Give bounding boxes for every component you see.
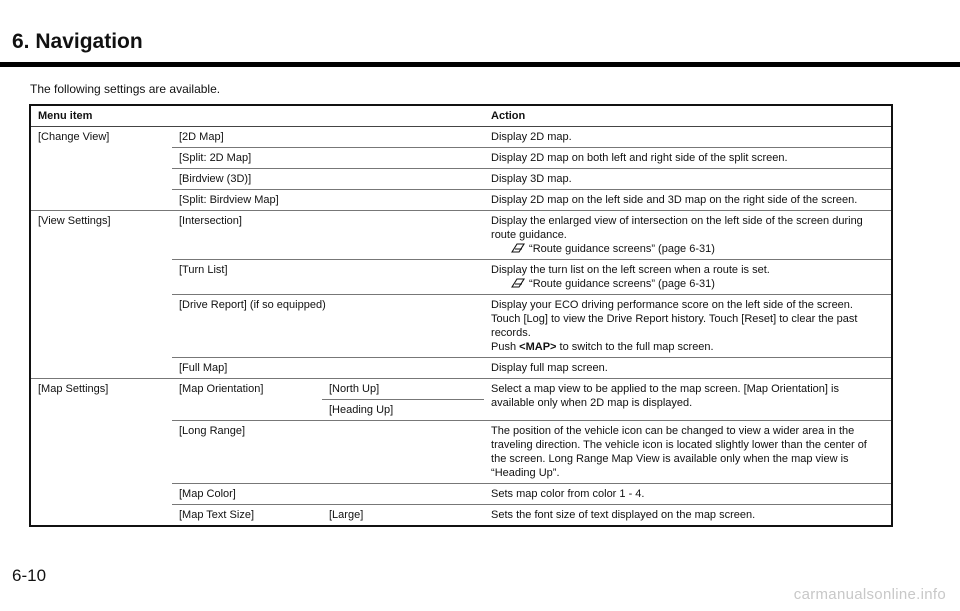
- map-key-label: <MAP>: [519, 341, 557, 353]
- settings-table: [29, 104, 893, 527]
- page-reference: [491, 277, 884, 291]
- sub-item: [Split: Birdview Map]: [172, 190, 484, 211]
- sub-item: [Map Color]: [172, 484, 484, 505]
- sub-item: [Split: 2D Map]: [172, 148, 484, 169]
- book-reference-icon: [511, 278, 525, 288]
- action-text: Display 2D map.: [484, 127, 892, 148]
- push-prefix: Push: [491, 341, 517, 353]
- menu-item-view-settings: [View Settings]: [30, 211, 172, 379]
- action-text: [484, 295, 892, 358]
- action-text: The position of the vehicle icon can be changed to view a wider area in the traveling direction. The vehicle icon is located slightly lower than the center of the screen. Long Range Map View is available only when the map view is “Heading Up”.: [484, 421, 892, 484]
- action-text: Sets the font size of text displayed on the map screen.: [491, 509, 756, 521]
- sub-item: [Map Orientation]: [172, 379, 322, 421]
- action-text: Display 2D map on both left and right side of the split screen.: [484, 148, 892, 169]
- action-text: [484, 260, 892, 295]
- option-item: [Large]: [329, 509, 364, 521]
- sub-item: [Intersection]: [172, 211, 484, 260]
- sub-item: [2D Map]: [172, 127, 484, 148]
- action-text: Display 3D map.: [484, 169, 892, 190]
- table-row: [30, 211, 892, 260]
- chapter-divider: [0, 62, 960, 67]
- table-header-row: [30, 105, 892, 127]
- sub-item: [Drive Report] (if so equipped): [172, 295, 484, 358]
- book-reference-icon: [511, 243, 525, 253]
- table-row: [30, 379, 892, 400]
- page-reference: [491, 242, 884, 256]
- watermark-text: carmanualsonline.info: [793, 586, 946, 603]
- reference-text: “Route guidance screens” (page 6-31): [529, 243, 715, 255]
- action-body: Display the turn list on the left screen when a route is set.: [491, 264, 770, 276]
- sub-item: [Long Range]: [172, 421, 484, 484]
- page-number: 6-10: [12, 566, 47, 585]
- option-item: [Heading Up]: [322, 400, 484, 421]
- header-action: Action: [484, 105, 892, 127]
- reference-text: “Route guidance screens” (page 6-31): [529, 278, 715, 290]
- sub-item: [Full Map]: [172, 358, 484, 379]
- action-text: [484, 211, 892, 260]
- intro-text: The following settings are available.: [30, 82, 221, 96]
- menu-item-change-view: [Change View]: [30, 127, 172, 211]
- sub-item: [Birdview (3D)]: [172, 169, 484, 190]
- action-body: Display your ECO driving performance score on the left side of the screen. Touch [Log] to view the Drive Report history. Touch [Reset] to clear the past records.: [491, 299, 858, 339]
- action-text: Display full map screen.: [484, 358, 892, 379]
- table-row: [30, 127, 892, 148]
- header-menu-item: Menu item: [30, 105, 484, 127]
- sub-item: [Map Text Size]: [179, 509, 254, 521]
- action-body: Display the enlarged view of intersection on the left side of the screen during route guidance.: [491, 215, 863, 241]
- push-suffix: to switch to the full map screen.: [559, 341, 714, 353]
- sub-item: [Turn List]: [172, 260, 484, 295]
- option-item: [North Up]: [322, 379, 484, 400]
- action-text: Select a map view to be applied to the map screen. [Map Orientation] is available only when 2D map is displayed.: [484, 379, 892, 421]
- action-text: Display 2D map on the left side and 3D map on the right side of the screen.: [484, 190, 892, 211]
- action-text: Sets map color from color 1 - 4.: [484, 484, 892, 505]
- menu-item-map-settings: [Map Settings]: [38, 383, 109, 395]
- chapter-title: 6. Navigation: [12, 30, 143, 53]
